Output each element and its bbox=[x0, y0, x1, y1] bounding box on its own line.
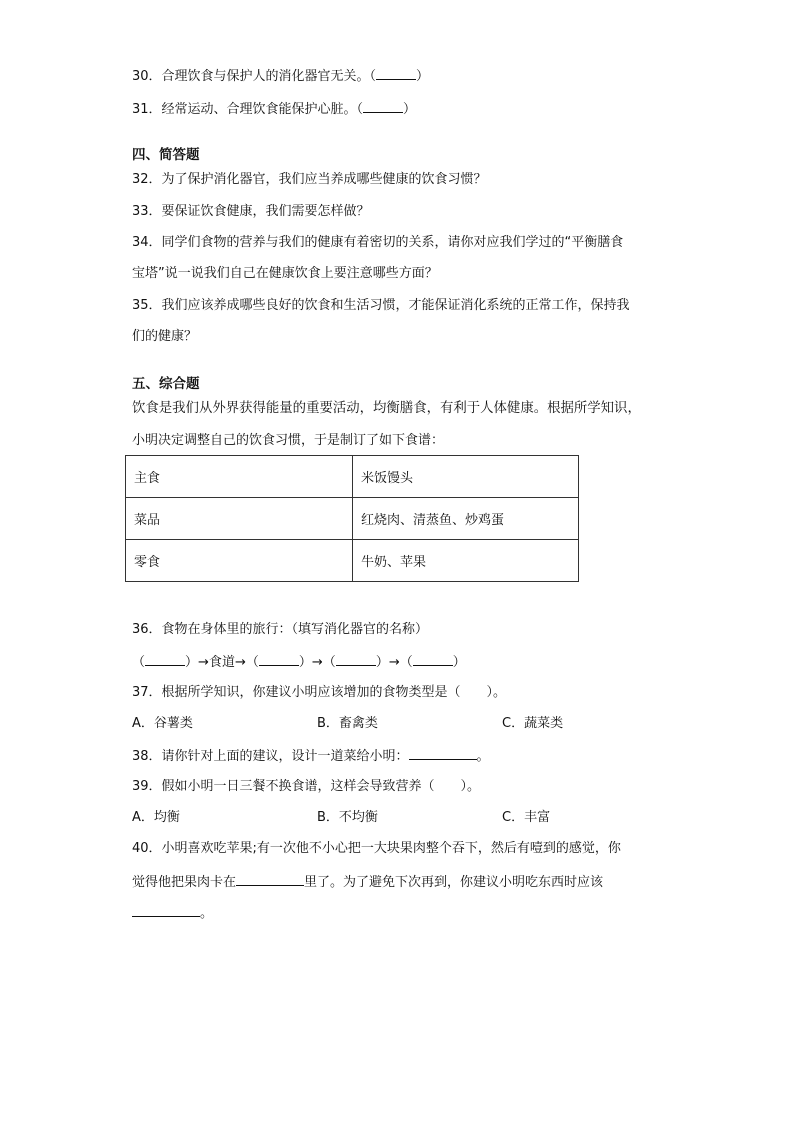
question-30 bbox=[132, 66, 429, 86]
answer-blank[interactable] bbox=[376, 66, 416, 80]
answer-blank[interactable] bbox=[413, 652, 453, 666]
table-row bbox=[126, 456, 579, 498]
answer-blank[interactable] bbox=[363, 99, 403, 113]
question-40-text: 里了。为了避免下次再到，你建议小明吃东西时应该 bbox=[304, 875, 604, 890]
option-b[interactable]: B．不均衡 bbox=[317, 810, 378, 825]
esophagus-label: 食道 bbox=[208, 655, 235, 670]
question-40-line1: 40．小明喜欢吃苹果;有一次他不小心把一大块果肉整个吞下，然后有噎到的感觉，你 bbox=[132, 841, 621, 856]
paren-close: ） bbox=[298, 655, 312, 670]
question-37: 37．根据所学知识，你建议小明应该增加的食物类型是（ ）。 bbox=[132, 685, 507, 700]
question-38-text: 38．请你针对上面的建议，设计一道菜给小明： bbox=[132, 749, 409, 764]
question-40-line2 bbox=[132, 872, 603, 892]
question-32: 32．为了保护消化器官，我们应当养成哪些健康的饮食习惯？ bbox=[132, 172, 487, 187]
question-35-line1: 35．我们应该养成哪些良好的饮食和生活习惯，才能保证消化系统的正常工作，保持我 bbox=[132, 298, 630, 313]
paren-close: ） bbox=[416, 69, 430, 84]
paren-close: ） bbox=[185, 655, 199, 670]
paren-close: ） bbox=[375, 655, 389, 670]
paren-open: （ bbox=[132, 655, 146, 670]
option-a[interactable]: A．谷薯类 bbox=[132, 716, 193, 731]
answer-blank[interactable] bbox=[132, 903, 200, 917]
section-heading: 四、简答题 bbox=[132, 147, 200, 163]
table-cell-category: 主食 bbox=[126, 456, 353, 498]
table-cell-items: 牛奶、苹果 bbox=[353, 540, 579, 582]
intro-line1: 饮食是我们从外界获得能量的重要活动，均衡膳食，有利于人体健康。根据所学知识， bbox=[132, 401, 641, 416]
option-b[interactable]: B．畜禽类 bbox=[317, 716, 378, 731]
question-40-text: 觉得他把果肉卡在 bbox=[132, 875, 237, 890]
table-cell-category: 菜品 bbox=[126, 498, 353, 540]
arrow-right-icon: → bbox=[234, 655, 246, 670]
paren-close: ） bbox=[403, 102, 417, 117]
question-30-text: 30．合理饮食与保护人的消化器官无关。（ bbox=[132, 69, 377, 84]
table-cell-items: 红烧肉、清蒸鱼、炒鸡蛋 bbox=[353, 498, 579, 540]
option-a[interactable]: A．均衡 bbox=[132, 810, 180, 825]
question-34-line2: 宝塔”说一说我们自己在健康饮食上要注意哪些方面？ bbox=[132, 266, 438, 281]
period: 。 bbox=[476, 749, 490, 764]
question-31-text: 31．经常运动、合理饮食能保护心脏。（ bbox=[132, 102, 364, 117]
answer-blank[interactable] bbox=[409, 746, 477, 760]
paren-open: （ bbox=[322, 655, 336, 670]
answer-blank[interactable] bbox=[145, 652, 185, 666]
arrow-right-icon: → bbox=[388, 655, 400, 670]
arrow-right-icon: → bbox=[198, 655, 209, 670]
answer-blank[interactable] bbox=[236, 872, 304, 886]
table-row bbox=[126, 498, 579, 540]
question-31 bbox=[132, 99, 416, 119]
option-c[interactable]: C．蔬菜类 bbox=[502, 716, 564, 731]
digestive-path bbox=[132, 652, 466, 672]
table-cell-items: 米饭馒头 bbox=[353, 456, 579, 498]
question-35-line2: 们的健康？ bbox=[132, 329, 198, 344]
option-c[interactable]: C．丰富 bbox=[502, 810, 551, 825]
table-row bbox=[126, 540, 579, 582]
question-36: 36．食物在身体里的旅行：（填写消化器官的名称） bbox=[132, 622, 429, 637]
question-39: 39．假如小明一日三餐不换食谱，这样会导致营养（ ）。 bbox=[132, 779, 481, 794]
section-heading: 五、综合题 bbox=[132, 376, 200, 392]
menu-table bbox=[125, 455, 579, 582]
paren-open: （ bbox=[399, 655, 413, 670]
table-cell-category: 零食 bbox=[126, 540, 353, 582]
question-34-line1: 34．同学们食物的营养与我们的健康有着密切的关系，请你对应我们学过的“平衡膳食 bbox=[132, 235, 624, 250]
question-40-line3 bbox=[132, 903, 213, 923]
answer-blank[interactable] bbox=[336, 652, 376, 666]
period: 。 bbox=[200, 906, 214, 921]
intro-line2: 小明决定调整自己的饮食习惯，于是制订了如下食谱： bbox=[132, 433, 445, 448]
paren-open: （ bbox=[245, 655, 259, 670]
question-33: 33．要保证饮食健康，我们需要怎样做？ bbox=[132, 204, 370, 219]
paren-close: ） bbox=[452, 655, 466, 670]
answer-blank[interactable] bbox=[259, 652, 299, 666]
arrow-right-icon: → bbox=[311, 655, 323, 670]
question-38 bbox=[132, 746, 490, 766]
